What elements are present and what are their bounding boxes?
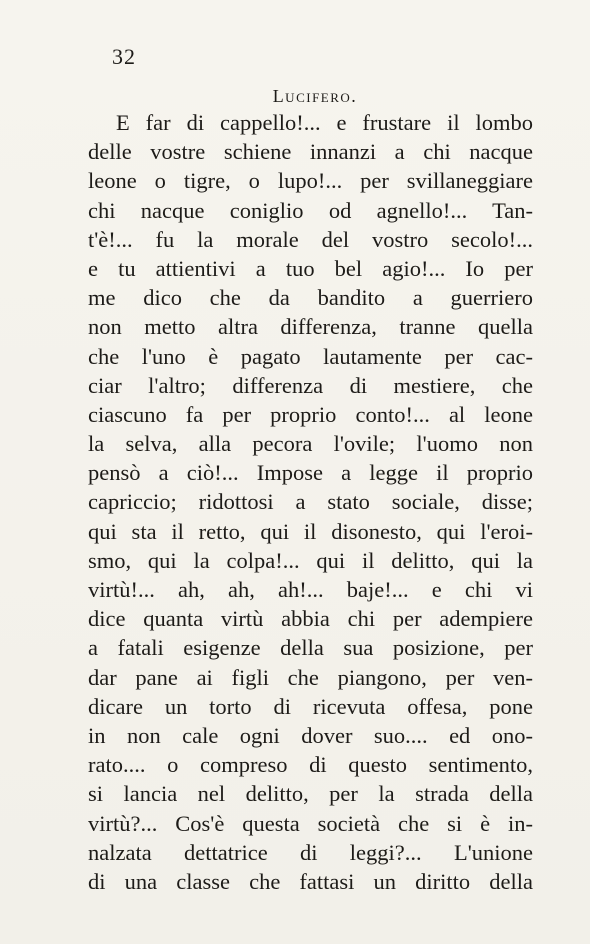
text-line: leone o tigre, o lupo!... per svillaneggiare xyxy=(88,168,533,194)
text-line: dicare un torto di ricevuta offesa, pone xyxy=(88,693,533,719)
text-line: che l'uno è pagato lautamente per cac- xyxy=(88,343,533,369)
text-line: dice quanta virtù abbia chi per adempiere xyxy=(88,606,533,632)
text-line: ciascuno fa per proprio conto!... al leone xyxy=(88,401,533,427)
text-line: t'è!... fu la morale del vostro secolo!... xyxy=(88,226,533,252)
text-line: smo, qui la colpa!... qui il delitto, qui la xyxy=(88,547,533,573)
text-line: capriccio; ridottosi a stato sociale, disse; xyxy=(88,489,533,515)
text-line: virtù?... Cos'è questa società che si è in- xyxy=(88,810,533,836)
text-line: e tu attientivi a tuo bel agio!... Io per xyxy=(88,255,533,281)
text-line: non metto altra differenza, tranne quella xyxy=(88,314,533,340)
text-line: delle vostre schiene innanzi a chi nacque xyxy=(88,139,533,165)
text-line: di una classe che fattasi un diritto della xyxy=(88,868,533,894)
text-line: la selva, alla pecora l'ovile; l'uomo non xyxy=(88,431,533,457)
text-line: a fatali esigenze della sua posizione, per xyxy=(88,635,533,661)
text-line: si lancia nel delitto, per la strada della xyxy=(88,781,533,807)
page-number: 32 xyxy=(112,44,136,69)
text-line: ciar l'altro; differenza di mestiere, che xyxy=(88,372,533,398)
text-line: pensò a ciò!... Impose a legge il proprio xyxy=(88,460,533,486)
text-line: nalzata dettatrice di leggi?... L'unione xyxy=(88,839,533,865)
text-line: me dico che da bandito a guerriero xyxy=(88,285,533,311)
text-line: dar pane ai figli che piangono, per ven- xyxy=(88,664,533,690)
text-line: rato.... o compreso di questo sentimento, xyxy=(88,752,533,778)
text-line: E far di cappello!... e frustare il lombo xyxy=(116,110,533,135)
text-line: virtù!... ah, ah, ah!... baje!... e chi vi xyxy=(88,577,533,602)
text-line: in non cale ogni dover suo.... ed ono- xyxy=(88,722,533,748)
body-text xyxy=(88,108,533,896)
text-line: qui sta il retto, qui il disonesto, qui l'eroi- xyxy=(88,518,533,544)
text-line: chi nacque coniglio od agnello!... Tan- xyxy=(88,197,533,223)
running-head: Lucifero. xyxy=(272,86,358,106)
